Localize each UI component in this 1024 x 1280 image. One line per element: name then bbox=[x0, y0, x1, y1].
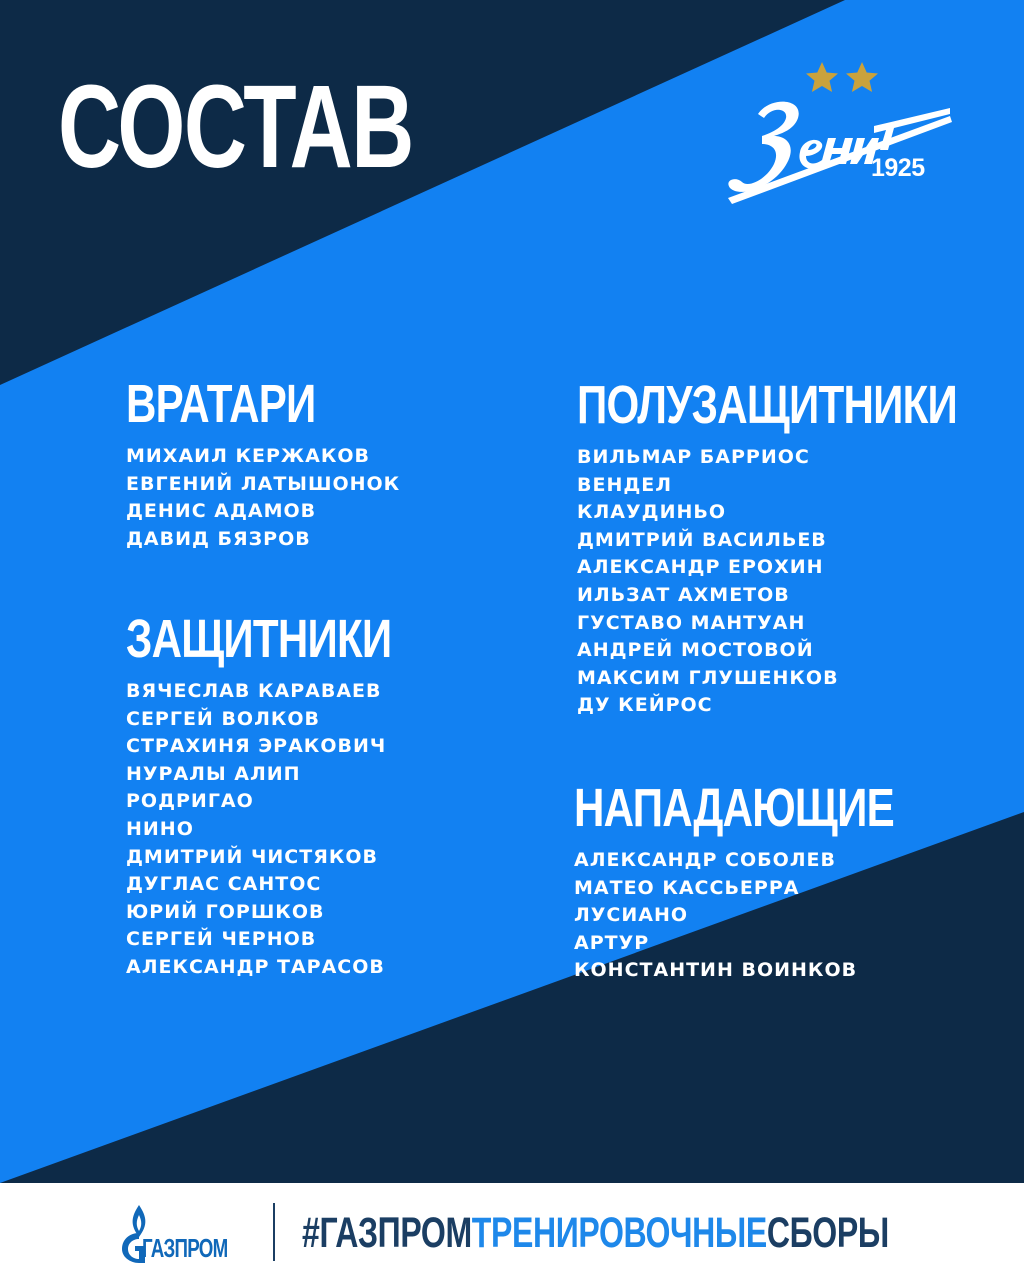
player-name: МАКСИМ ГЛУШЕНКОВ bbox=[577, 666, 839, 689]
footer-divider bbox=[273, 1203, 275, 1261]
hashtag-part: ТРЕНИРОВОЧНЫЕ bbox=[471, 1209, 767, 1257]
player-list bbox=[126, 678, 466, 982]
player-name: ДУГЛАС САНТОС bbox=[126, 873, 322, 896]
player-name: АЛЕКСАНДР ЕРОХИН bbox=[577, 556, 824, 579]
section-heading: ВРАТАРИ bbox=[126, 374, 316, 434]
player-name: ВЯЧЕСЛАВ КАРАВАЕВ bbox=[126, 680, 382, 702]
star-icon bbox=[806, 62, 838, 92]
player-name: ДМИТРИЙ ВАСИЛЬЕВ bbox=[577, 528, 827, 551]
goalkeepers-section bbox=[126, 373, 400, 553]
section-heading: НАПАДАЮЩИЕ bbox=[574, 778, 894, 838]
player-name: ВЕНДЕЛ bbox=[577, 473, 673, 496]
player-list bbox=[126, 443, 400, 553]
hashtag bbox=[302, 1207, 889, 1259]
player-list bbox=[574, 847, 984, 985]
section-heading: ПОЛУЗАЩИТНИКИ bbox=[577, 375, 958, 435]
gazprom-name: ГАЗПРОМ bbox=[142, 1233, 228, 1263]
sponsor-footer bbox=[0, 1183, 1024, 1280]
player-name: ДЕНИС АДАМОВ bbox=[126, 500, 317, 523]
zenit-logo bbox=[718, 56, 958, 216]
hashtag-part: СБОРЫ bbox=[766, 1209, 889, 1257]
player-name: СТРАХИНЯ ЭРАКОВИЧ bbox=[126, 735, 387, 758]
player-name: ДМИТРИЙ ЧИСТЯКОВ bbox=[126, 845, 378, 868]
player-name: ИЛЬЗАТ АХМЕТОВ bbox=[577, 583, 790, 606]
player-name: МАТЕО КАССЬЕРРА bbox=[574, 876, 800, 899]
player-name: КЛАУДИНЬО bbox=[577, 501, 727, 524]
player-name: НУРАЛЫ АЛИП bbox=[126, 762, 301, 785]
player-name: ДАВИД БЯЗРОВ bbox=[126, 527, 311, 550]
page-title: СОСТАВ bbox=[58, 61, 413, 193]
player-name: ГУСТАВО МАНТУАН bbox=[577, 611, 806, 634]
player-name: ЕВГЕНИЙ ЛАТЫШОНОК bbox=[126, 472, 401, 495]
midfielders-section bbox=[577, 374, 1024, 720]
player-list bbox=[577, 444, 1024, 720]
forwards-section bbox=[574, 777, 984, 985]
player-name: ВИЛЬМАР БАРРИОС bbox=[577, 446, 810, 468]
player-name: СЕРГЕЙ ЧЕРНОВ bbox=[126, 928, 317, 951]
section-heading: ЗАЩИТНИКИ bbox=[126, 609, 392, 669]
defenders-section bbox=[126, 608, 466, 982]
gazprom-logo bbox=[116, 1203, 251, 1263]
logo-year: 1925 bbox=[871, 154, 925, 182]
player-name: АРТУР bbox=[574, 931, 650, 954]
star-icon bbox=[846, 62, 878, 92]
player-name: РОДРИГАО bbox=[126, 790, 254, 813]
player-name: АЛЕКСАНДР СОБОЛЕВ bbox=[574, 849, 836, 871]
zenit-wordmark bbox=[718, 56, 958, 216]
player-name: АЛЕКСАНДР ТАРАСОВ bbox=[126, 955, 385, 978]
player-name: ДУ КЕЙРОС bbox=[577, 694, 713, 717]
player-name: ЛУСИАНО bbox=[574, 904, 689, 927]
player-name: МИХАИЛ КЕРЖАКОВ bbox=[126, 445, 371, 467]
player-name: СЕРГЕЙ ВОЛКОВ bbox=[126, 707, 321, 730]
player-name: ЮРИЙ ГОРШКОВ bbox=[126, 900, 325, 923]
hashtag-part: #ГАЗПРОМ bbox=[302, 1209, 472, 1257]
player-name: КОНСТАНТИН ВОИНКОВ bbox=[574, 959, 858, 982]
player-name: АНДРЕЙ МОСТОВОЙ bbox=[577, 639, 814, 662]
player-name: НИНО bbox=[126, 817, 194, 840]
